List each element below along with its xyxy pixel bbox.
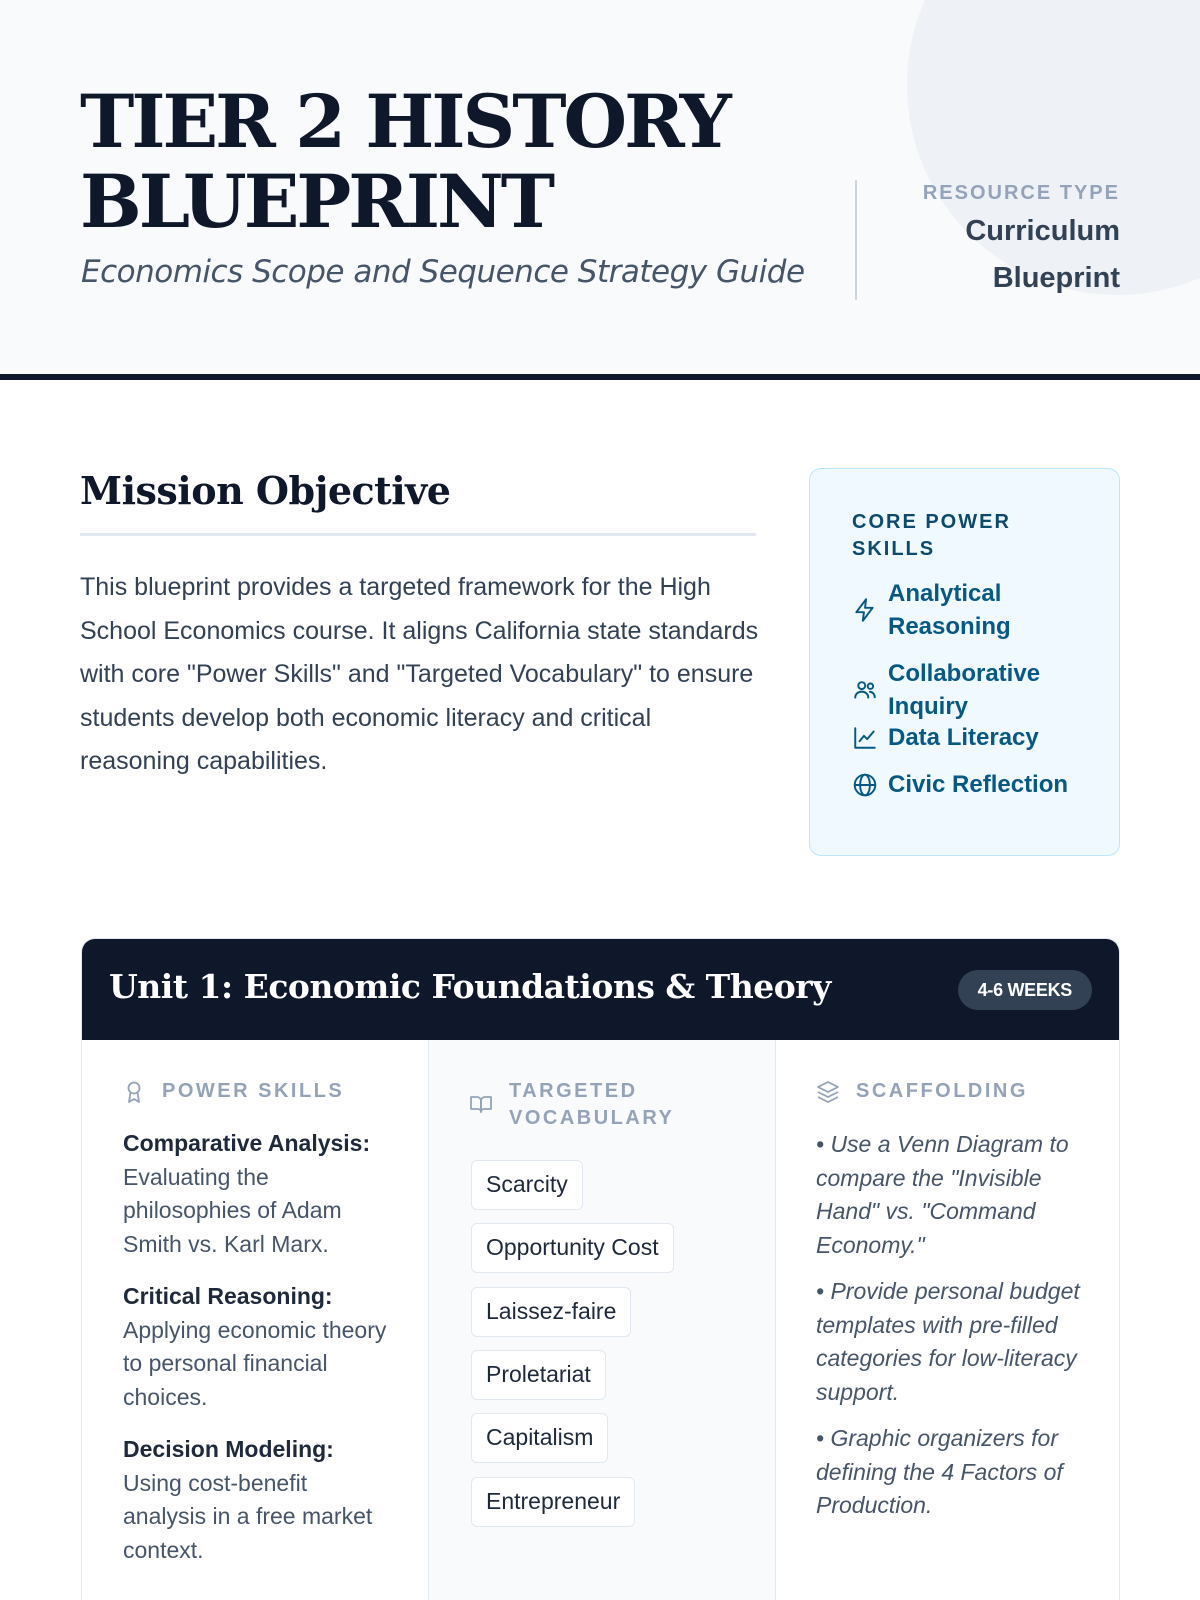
- book-open-icon: [469, 1092, 493, 1116]
- page-subtitle: Economics Scope and Sequence Strategy Guide: [81, 254, 805, 290]
- skill-name: Critical Reasoning:: [123, 1283, 333, 1309]
- skill-name: Comparative Analysis:: [123, 1130, 371, 1156]
- core-skill-item: [852, 577, 1103, 643]
- duration-badge: 4-6 WEEKS: [958, 970, 1092, 1010]
- resource-type-label: RESOURCE TYPE: [922, 182, 1120, 204]
- power-skills-heading: [122, 1078, 362, 1105]
- core-skills-title: CORE POWER SKILLS: [852, 511, 1011, 560]
- vocab-term: Opportunity Cost: [471, 1223, 674, 1273]
- lightning-icon: [852, 597, 878, 623]
- skill-name: Decision Modeling:: [123, 1436, 334, 1462]
- line-chart-icon: [852, 725, 878, 751]
- globe-icon: [852, 772, 878, 798]
- power-skills-column: [82, 1040, 429, 1600]
- core-skill-label: Collaborative Inquiry: [888, 660, 1041, 720]
- header-divider: [855, 180, 857, 300]
- power-skill-item: [123, 1127, 393, 1261]
- unit-title: Unit 1: Economic Foundations & Theory: [109, 967, 831, 1006]
- skill-description: Applying economic theory to personal financial choices.: [123, 1316, 387, 1410]
- core-skill-label: Data Literacy: [888, 724, 1039, 751]
- skill-description: Evaluating the philosophies of Adam Smith vs. Karl Marx.: [123, 1163, 342, 1257]
- mission-title: Mission Objective: [80, 468, 451, 513]
- vocabulary-heading: [469, 1078, 709, 1132]
- scaffolding-heading-text: SCAFFOLDING: [856, 1080, 1028, 1102]
- scaffolding-heading: [816, 1078, 1056, 1105]
- unit-card: [81, 938, 1120, 1600]
- vocabulary-heading-text: TARGETED VOCABULARY: [509, 1080, 675, 1129]
- vocab-term: Laissez-faire: [471, 1287, 631, 1337]
- page-title: TIER 2 HISTORY BLUEPRINT: [80, 79, 729, 245]
- layers-icon: [816, 1080, 840, 1104]
- core-skill-item: [852, 721, 1103, 754]
- vocab-term: Proletariat: [471, 1350, 606, 1400]
- core-skill-item: [852, 768, 1103, 801]
- vocab-term: Scarcity: [471, 1160, 583, 1210]
- users-icon: [852, 677, 878, 703]
- unit-header: [82, 939, 1119, 1040]
- mission-text: This blueprint provides a targeted framework for the High School Economics course. It aligns California state standards with core "Power Skills" and "Targeted Vocabulary" to ensure students develop both economic literacy and critical reasoning capabilities.: [80, 573, 759, 775]
- vocabulary-column: [429, 1040, 776, 1600]
- power-skills-heading-text: POWER SKILLS: [162, 1080, 345, 1102]
- scaffolding-item: • Graphic organizers for defining the 4 Factors of Production.: [816, 1425, 1063, 1518]
- resource-type-value: Curriculum Blueprint: [965, 215, 1120, 294]
- mission-divider: [80, 533, 756, 536]
- power-skill-item: [123, 1280, 393, 1414]
- skill-description: Using cost-benefit analysis in a free market context.: [123, 1469, 373, 1563]
- vocab-term: Entrepreneur: [471, 1477, 635, 1527]
- vocab-term: Capitalism: [471, 1413, 608, 1463]
- award-icon: [122, 1080, 146, 1104]
- core-power-skills-card: [809, 468, 1120, 856]
- scaffolding-column: [776, 1040, 1120, 1600]
- core-skill-label: Analytical Reasoning: [888, 580, 1011, 640]
- power-skill-item: [123, 1433, 393, 1567]
- core-skill-label: Civic Reflection: [888, 771, 1069, 798]
- core-skill-item: [852, 657, 1103, 723]
- scaffolding-item: • Use a Venn Diagram to compare the "Invisible Hand" vs. "Command Economy.": [816, 1131, 1069, 1258]
- scaffolding-item: • Provide personal budget templates with pre-filled categories for low-literacy support.: [816, 1278, 1080, 1405]
- header: [0, 0, 1200, 380]
